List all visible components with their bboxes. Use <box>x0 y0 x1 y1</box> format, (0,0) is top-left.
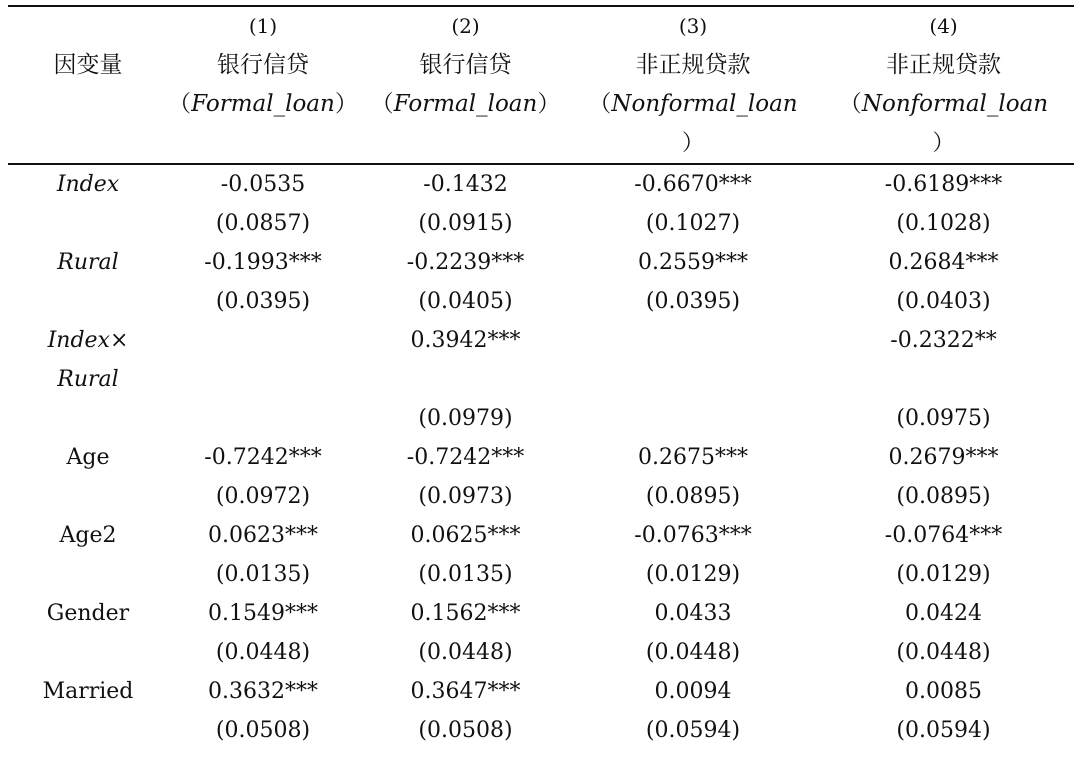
coefficient-cell: 0.3647*** <box>410 679 521 704</box>
empty-cell <box>168 360 358 399</box>
coefficient-cell: 0.0424 <box>905 601 982 626</box>
row-label-empty <box>8 282 168 321</box>
coefficient-cell: -0.0764*** <box>884 523 1003 548</box>
coefficient-cell: 0.0625*** <box>410 523 521 548</box>
column-variable <box>573 85 813 124</box>
coefficient-cell: 0.3632*** <box>208 679 318 704</box>
table-row-se <box>8 399 1074 438</box>
table-row-se <box>8 711 1074 750</box>
standard-error-cell: (0.1028) <box>896 211 991 236</box>
header-row-continuation <box>8 124 1074 164</box>
coefficient-cell: 0.2684*** <box>888 250 999 275</box>
coefficient-cell: -0.7242*** <box>204 445 322 470</box>
column-title: 非正规贷款 <box>635 52 751 78</box>
coefficient-cell: -0.7242*** <box>406 445 525 470</box>
coefficient-cell: -0.2322** <box>890 328 997 353</box>
column-title: 非正规贷款 <box>886 52 1001 78</box>
standard-error-cell: (0.0973) <box>418 484 513 509</box>
standard-error-cell: (0.0895) <box>896 484 991 509</box>
standard-error-cell: (0.0594) <box>896 718 991 743</box>
row-label-empty <box>8 555 168 594</box>
coefficient-cell: 0.2675*** <box>638 445 748 470</box>
header-row-numbers <box>8 6 1074 46</box>
row-label: Age <box>66 445 110 470</box>
standard-error-cell: (0.0508) <box>215 718 311 743</box>
coefficient-cell: 0.0623*** <box>208 523 318 548</box>
standard-error-cell: (0.0972) <box>215 484 311 509</box>
coefficient-cell: -0.0763*** <box>634 523 752 548</box>
table-row-label-continuation <box>8 360 1074 399</box>
table-row-coef <box>8 243 1074 282</box>
standard-error-cell: (0.0857) <box>215 211 311 236</box>
table-row-coef <box>8 672 1074 711</box>
coefficient-cell: -0.1432 <box>423 172 508 197</box>
coefficient-cell: 0.1562*** <box>410 601 521 626</box>
table-row-coef <box>8 321 1074 360</box>
coefficient-cell: -0.0535 <box>220 172 306 197</box>
header-row-titles <box>8 46 1074 85</box>
column-number: (3) <box>573 6 813 46</box>
header-row-variables <box>8 85 1074 124</box>
row-label-empty <box>8 204 168 243</box>
standard-error-cell: (0.0395) <box>645 289 741 314</box>
empty-cell <box>358 360 573 399</box>
row-label <box>8 321 168 360</box>
coefficient-cell: -0.6189*** <box>884 172 1003 197</box>
row-label-empty <box>8 633 168 672</box>
coefficient-cell: 0.0085 <box>905 679 982 704</box>
table-row-se <box>8 555 1074 594</box>
coefficient-cell: -0.6670*** <box>634 172 752 197</box>
variable-name: Formal_loan <box>191 91 335 117</box>
standard-error-cell: (0.0979) <box>418 406 513 431</box>
standard-error-cell: (0.0129) <box>896 562 991 587</box>
standard-error-cell: (0.1027) <box>645 211 741 236</box>
regression-table <box>8 5 1074 750</box>
variable-continuation: ） <box>813 124 1074 164</box>
standard-error-cell: (0.0129) <box>645 562 741 587</box>
row-label: Age2 <box>59 523 117 548</box>
row-label: Gender <box>46 601 130 626</box>
row-label: Married <box>42 679 134 704</box>
standard-error-cell: (0.0448) <box>645 640 741 665</box>
standard-error-cell: (0.0448) <box>896 640 991 665</box>
standard-error-cell: (0.0395) <box>215 289 311 314</box>
variable-name: Nonformal_loan <box>611 91 798 117</box>
header-corner <box>8 6 168 46</box>
coefficient-cell: -0.2239*** <box>406 250 525 275</box>
row-label-empty <box>8 711 168 750</box>
variable-continuation <box>168 124 358 164</box>
empty-cell <box>813 360 1074 399</box>
paren-close: ） <box>334 91 358 117</box>
column-variable <box>813 85 1074 124</box>
table-body <box>8 164 1074 750</box>
table-header <box>8 6 1074 164</box>
coefficient-cell: 0.1549*** <box>208 601 318 626</box>
coefficient-cell <box>168 321 358 360</box>
column-number: (4) <box>813 6 1074 46</box>
coefficient-cell <box>573 321 813 360</box>
paren-open: （ <box>168 91 192 117</box>
standard-error-cell: (0.0403) <box>896 289 991 314</box>
table-row-se <box>8 633 1074 672</box>
row-label: Rural <box>57 250 119 275</box>
times-sign: × <box>109 328 129 353</box>
table-row-coef <box>8 594 1074 633</box>
paren-open: （ <box>588 91 612 117</box>
standard-error-cell <box>168 399 358 438</box>
coefficient-cell: 0.2679*** <box>888 445 999 470</box>
standard-error-cell: (0.0594) <box>645 718 741 743</box>
column-number: (1) <box>168 6 358 46</box>
column-variable <box>168 85 358 124</box>
paren-open: （ <box>370 91 394 117</box>
coefficient-cell: -0.1993*** <box>204 250 322 275</box>
empty-cell <box>573 360 813 399</box>
table-row-se <box>8 204 1074 243</box>
header-empty <box>8 124 168 164</box>
variable-name: Formal_loan <box>393 91 538 117</box>
standard-error-cell: (0.0135) <box>215 562 311 587</box>
paren-close: ） <box>537 91 561 117</box>
standard-error-cell: (0.0405) <box>418 289 513 314</box>
row-label-part: Rural <box>57 367 119 392</box>
standard-error-cell: (0.0508) <box>418 718 513 743</box>
standard-error-cell <box>573 399 813 438</box>
table-row-se <box>8 477 1074 516</box>
standard-error-cell: (0.0448) <box>418 640 513 665</box>
standard-error-cell: (0.0895) <box>645 484 741 509</box>
row-label: Index <box>56 172 120 197</box>
row-label-empty <box>8 477 168 516</box>
variable-name: Nonformal_loan <box>861 91 1049 117</box>
standard-error-cell: (0.0975) <box>896 406 991 431</box>
variable-continuation <box>358 124 573 164</box>
column-title: 银行信贷 <box>217 52 309 78</box>
header-empty <box>8 85 168 124</box>
table-row-coef <box>8 516 1074 555</box>
standard-error-cell: (0.0915) <box>418 211 513 236</box>
dependent-variable-label: 因变量 <box>53 52 123 78</box>
row-label-part: Index <box>47 328 110 353</box>
paren-open: （ <box>838 91 862 117</box>
coefficient-cell: 0.0094 <box>654 679 732 704</box>
table-row-coef <box>8 438 1074 477</box>
coefficient-cell: 0.0433 <box>654 601 732 626</box>
variable-continuation: ） <box>573 124 813 164</box>
table-row-se <box>8 282 1074 321</box>
standard-error-cell: (0.0448) <box>215 640 311 665</box>
column-number: (2) <box>358 6 573 46</box>
row-label-empty <box>8 399 168 438</box>
column-title: 银行信贷 <box>419 52 512 78</box>
column-variable <box>358 85 573 124</box>
coefficient-cell: 0.2559*** <box>638 250 748 275</box>
coefficient-cell: 0.3942*** <box>410 328 521 353</box>
standard-error-cell: (0.0135) <box>418 562 513 587</box>
table-row-coef <box>8 164 1074 204</box>
